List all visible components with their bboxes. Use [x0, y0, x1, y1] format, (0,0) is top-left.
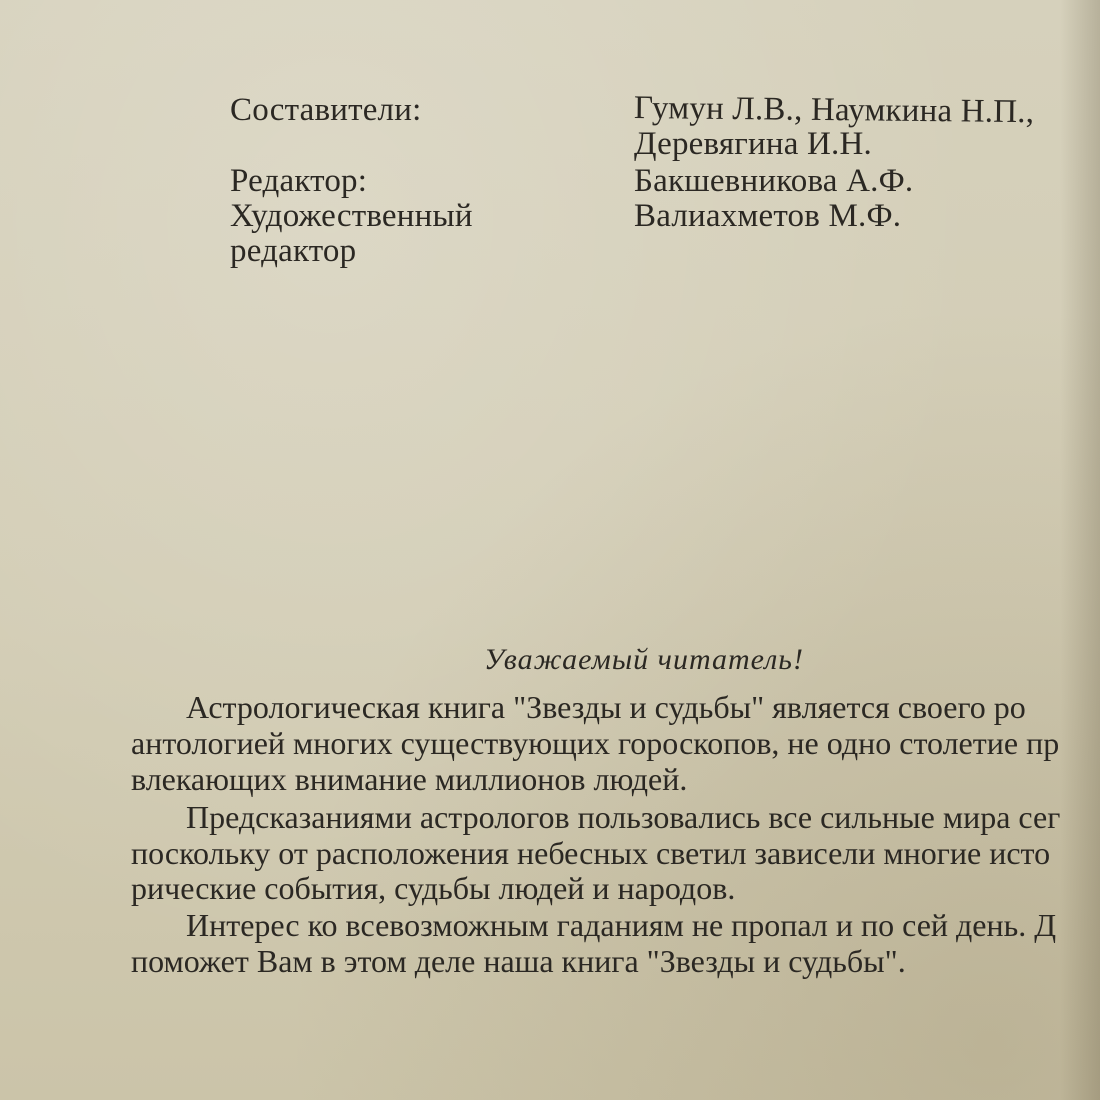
compilers-names-line2: Деревягина И.Н.	[634, 126, 872, 162]
credits-block	[0, 0, 1100, 300]
paragraph-line: поможет Вам в этом деле наша книга "Звезды и судьбы".	[131, 943, 906, 979]
art-editor-label-line2: редактор	[230, 233, 357, 269]
editor-name: Бакшевникова А.Ф.	[634, 163, 914, 199]
art-editor-label-line1: Художественный	[230, 198, 473, 234]
paragraph-line: Астрологическая книга "Звезды и судьбы" является своего ро	[186, 689, 1026, 725]
compilers-names-line1: Гумун Л.В., Наумкина Н.П.,	[633, 90, 1035, 131]
editor-label: Редактор:	[230, 163, 368, 199]
paragraph-line: влекающих внимание миллионов людей.	[131, 761, 688, 797]
paragraph-line: антологией многих существующих гороскопов, не одно столетие пр	[131, 725, 1060, 761]
paragraph-line: поскольку от расположения небесных светил зависели многие исто	[131, 835, 1051, 871]
paragraph-line: Интерес ко всевозможным гаданиям не пропал и по сей день. Д	[186, 907, 1057, 943]
compilers-label: Составители:	[230, 92, 422, 128]
paragraph-line: рические события, судьбы людей и народов.	[131, 870, 736, 906]
paragraph-line: Предсказаниями астрологов пользовались все сильные мира сег	[186, 799, 1061, 835]
greeting-heading: Уважаемый читатель!	[484, 643, 804, 676]
art-editor-name: Валиахметов М.Ф.	[634, 198, 902, 234]
